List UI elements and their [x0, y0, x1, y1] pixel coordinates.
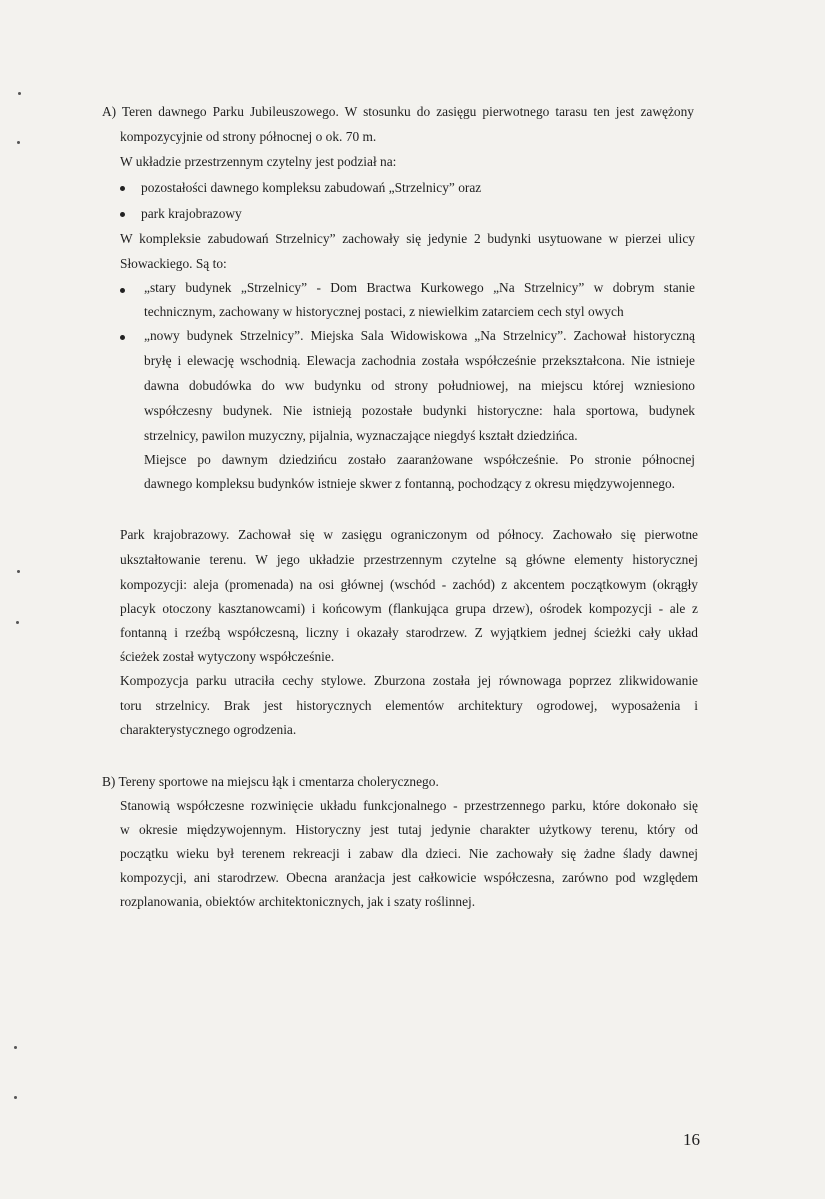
margin-mark: [14, 1046, 17, 1049]
park-line: kompozycji: aleja (promenada) na osi głównej (wschód - zachód) z akcentem początkowym (okrągły: [120, 577, 698, 592]
section-a-intro: W układzie przestrzennym czytelny jest podział na:: [120, 154, 397, 169]
park-line: ścieżek został wytyczony współcześnie.: [120, 649, 335, 664]
section-b-line: kompozycji, ani starodrzew. Obecna aranżacja jest całkowicie współczesna, zarówno pod względem: [120, 870, 698, 885]
margin-mark: [16, 621, 19, 624]
margin-mark: [17, 570, 20, 573]
margin-mark: [17, 141, 20, 144]
park-line: fontanną i rzeźbą współczesną, liczny i okazały starodrzew. Z wyjątkiem jednej ścieżki cały układ: [120, 625, 698, 640]
park-line: charakterystycznego ogrodzenia.: [120, 722, 297, 737]
complex-line1: W kompleksie zabudowań Strzelnicy” zachowały się jedynie 2 budynki usytuowane w pierzei ulicy: [120, 231, 695, 246]
section-b-heading: B) Tereny sportowe na miejscu łąk i cmentarza cholerycznego.: [102, 774, 439, 789]
complex-line2: Słowackiego. Są to:: [120, 256, 227, 271]
park-line: ukształtowanie terenu. W jego układzie przestrzennym czytelne są główne elementy historycznej: [120, 552, 698, 567]
bullet-new-line: dawnego kompleksu budynków istnieje skwer z fontanną, pochodzący z okresu międzywojennego.: [144, 476, 676, 491]
margin-mark: [18, 92, 21, 95]
bullet-old-line2: technicznym, zachowany w historycznej postaci, z niewielkim zatarciem cech styl owych: [144, 304, 624, 319]
margin-mark: [14, 1096, 17, 1099]
bullet-new-line: współczesny budynek. Nie istnieją pozostałe budynki historyczne: hala sportowa, budynek: [144, 403, 695, 418]
section-a-heading-line1: A) Teren dawnego Parku Jubileuszowego. W stosunku do zasięgu pierwotnego tarasu ten jest zawężony: [102, 104, 694, 119]
park-line: Park krajobrazowy. Zachował się w zasięgu ograniczonym od północy. Zachowało się pierwotne: [120, 527, 698, 542]
bullet-item: park krajobrazowy: [141, 206, 242, 221]
bullet-item: pozostałości dawnego kompleksu zabudowań „Strzelnicy” oraz: [141, 180, 482, 195]
section-b-line: rozplanowania, obiektów architektonicznych, jak i szaty roślinnej.: [120, 894, 476, 909]
bullet-new-line: dawna dobudówka do ww budynku od strony południowej, na miejscu której wzniesiono: [144, 378, 695, 393]
section-b-line: w okresie międzywojennym. Historyczny jest tutaj jedynie charakter użytkowy terenu, który od: [120, 822, 698, 837]
park-line: toru strzelnicy. Brak jest historycznych elementów architektury ogrodowej, wyposażenia i: [120, 698, 698, 713]
section-a-heading-line2: kompozycyjnie od strony północnej o ok. 70 m.: [120, 129, 377, 144]
page-number: 16: [683, 1130, 700, 1149]
park-line: Kompozycja parku utraciła cechy stylowe. Zburzona została jej równowaga poprzez zlikwidowanie: [120, 673, 698, 688]
bullet-marker: [120, 212, 125, 217]
bullet-new-line: bryłę i elewację wschodnią. Elewacja zachodnia została współcześnie przekształcona. Nie istnieje: [144, 353, 695, 368]
bullet-marker: [120, 288, 125, 293]
section-b-line: Stanowią współczesne rozwinięcie układu funkcjonalnego - przestrzennego parku, które dokonało się: [120, 798, 698, 813]
bullet-new-line: Miejsce po dawnym dziedzińcu zostało zaaranżowane współcześnie. Po stronie północnej: [144, 452, 695, 467]
bullet-new-line: strzelnicy, pawilon muzyczny, pijalnia, wyznaczające niegdyś kształt dziedzińca.: [144, 428, 578, 443]
bullet-old-line1: „stary budynek „Strzelnicy” - Dom Bractwa Kurkowego „Na Strzelnicy” w dobrym stanie: [144, 280, 695, 295]
bullet-new-line: „nowy budynek Strzelnicy”. Miejska Sala Widowiskowa „Na Strzelnicy”. Zachował historyczną: [144, 328, 695, 343]
bullet-marker: [120, 186, 125, 191]
section-b-line: początku wieku był terenem rekreacji i zabaw dla dzieci. Nie zachowały się żadne ślady dawnej: [120, 846, 698, 861]
park-line: placyk otoczony kasztanowcami) i końcowym (flankująca grupa drzew), ośrodek kompozycji - ale z: [120, 601, 698, 616]
bullet-marker: [120, 335, 125, 340]
